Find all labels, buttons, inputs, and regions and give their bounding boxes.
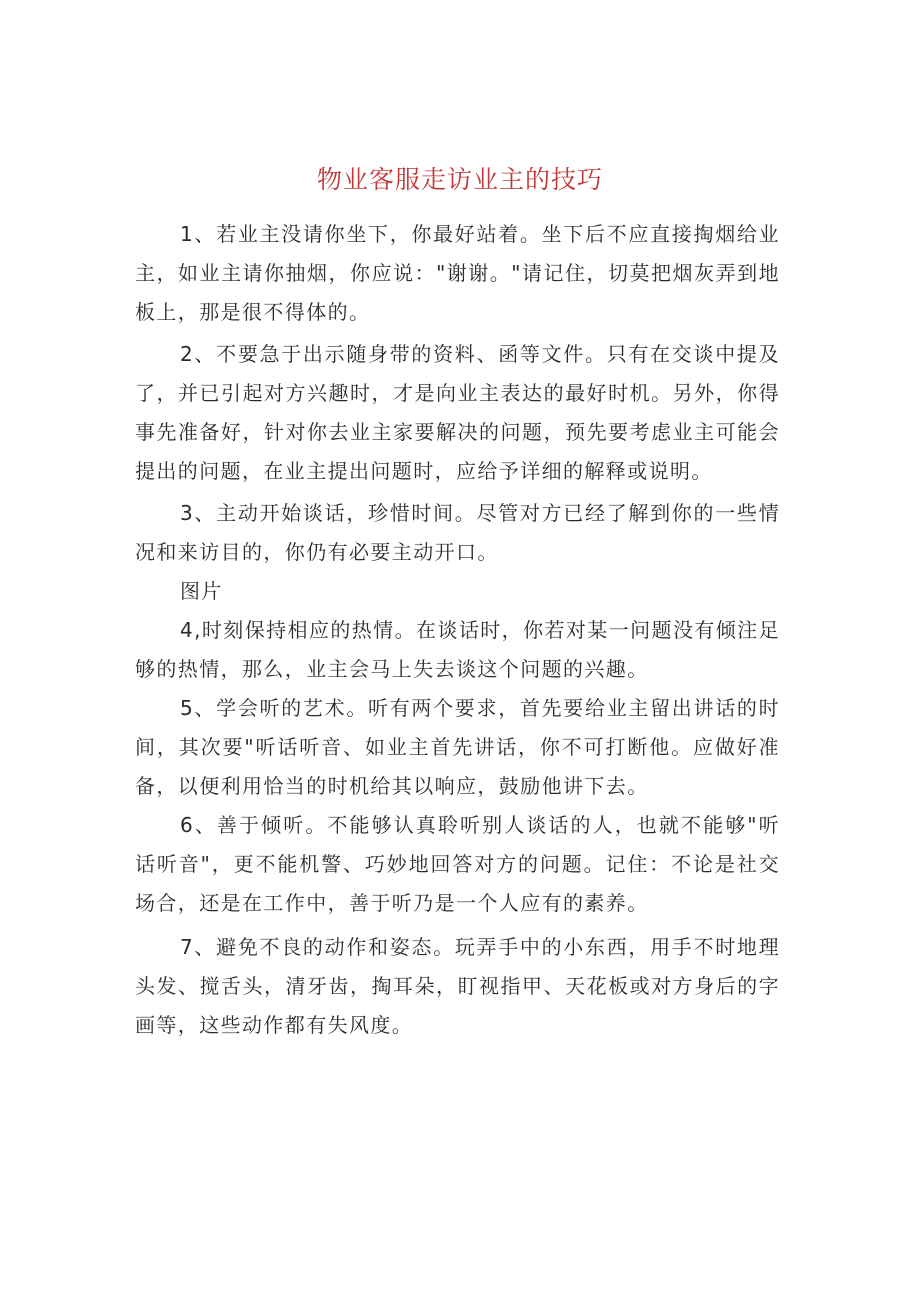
image-placeholder-label: 图片 (180, 579, 223, 603)
paragraph-4: 4,时刻保持相应的热情。在谈话时，你若对某一问题没有倾注足够的热情，那么，业主会马上失去谈这个问题的兴趣。 (135, 618, 780, 681)
paragraph-2: 2、不要急于出示随身带的资料、函等文件。只有在交谈中提及了，并已引起对方兴趣时，才是向业主表达的最好时机。另外，你得事先准备好，针对你去业主家要解决的问题，预先要考虑业主可能会提出的问题，在业主提出问题时，应给予详细的解释或说明。 (135, 342, 780, 483)
paragraph-3: 3、主动开始谈话，珍惜时间。尽管对方已经了解到你的一些情况和来访目的，你仍有必要主动开口。 (135, 501, 780, 564)
paragraph-7: 7、避免不良的动作和姿态。玩弄手中的小东西，用手不时地理头发、搅舌头，清牙齿，掏耳朵，盯视指甲、天花板或对方身后的字画等，这些动作都有失风度。 (135, 935, 780, 1037)
paragraph-6: 6、善于倾听。不能够认真聆听别人谈话的人，也就不能够"听话听音"，更不能机警、巧妙地回答对方的问题。记住：不论是社交场合，还是在工作中，善于听乃是一个人应有的素养。 (135, 813, 780, 915)
document-body (135, 215, 780, 1045)
paragraph-5: 5、学会听的艺术。听有两个要求，首先要给业主留出讲话的时间，其次要"听话听音、如业主首先讲话，你不可打断他。应做好准备，以便利用恰当的时机给其以响应，鼓励他讲下去。 (135, 696, 780, 798)
document-title: 物业客服走访业主的技巧 (316, 165, 603, 194)
paragraph-1: 1、若业主没请你坐下，你最好站着。坐下后不应直接掏烟给业主，如业主请你抽烟，你应说："谢谢。"请记住，切莫把烟灰弄到地板上，那是很不得体的。 (135, 222, 780, 324)
